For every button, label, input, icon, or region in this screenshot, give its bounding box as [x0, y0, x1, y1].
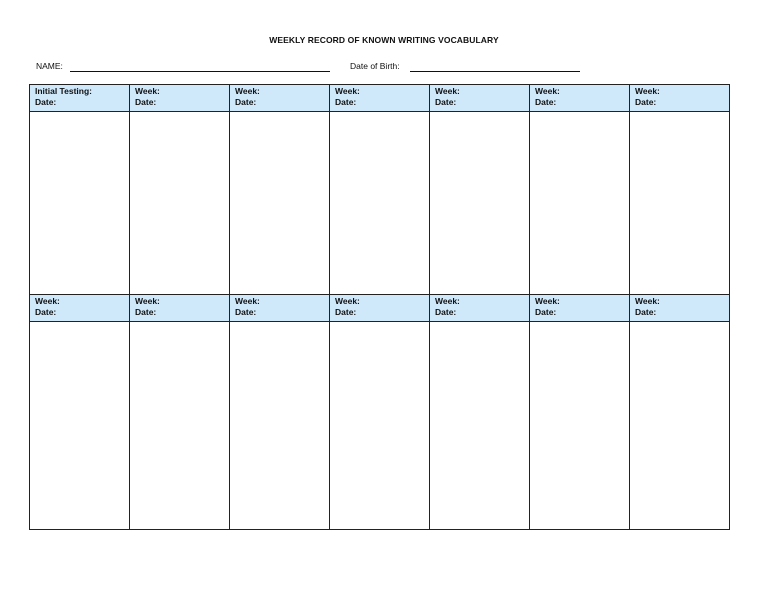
initial-testing-label: Initial Testing:: [35, 86, 92, 96]
week-label: Week:: [635, 86, 660, 96]
week-label: Week:: [635, 296, 660, 306]
page-title: WEEKLY RECORD OF KNOWN WRITING VOCABULARY: [269, 35, 499, 45]
header-cell: [330, 85, 430, 112]
vocabulary-entry-cell[interactable]: [230, 112, 330, 295]
week-label: Week:: [335, 86, 360, 96]
vocabulary-grid: [29, 84, 730, 530]
week-label: Week:: [235, 296, 260, 306]
vocabulary-entry-cell[interactable]: [130, 112, 230, 295]
dob-field-line[interactable]: [410, 71, 580, 72]
header-cell: [230, 295, 330, 322]
vocabulary-entry-cell[interactable]: [630, 322, 730, 530]
header-cell: [30, 295, 130, 322]
entry-row-2: [30, 322, 730, 530]
vocabulary-entry-cell[interactable]: [130, 322, 230, 530]
week-label: Week:: [435, 86, 460, 96]
header-cell: [630, 85, 730, 112]
header-cell: [330, 295, 430, 322]
week-label: Week:: [435, 296, 460, 306]
week-label: Week:: [35, 296, 60, 306]
vocabulary-entry-cell[interactable]: [230, 322, 330, 530]
week-label: Week:: [535, 86, 560, 96]
vocabulary-entry-cell[interactable]: [530, 322, 630, 530]
date-label: Date:: [335, 97, 357, 107]
date-label: Date:: [535, 307, 557, 317]
week-label: Week:: [535, 296, 560, 306]
week-label: Week:: [235, 86, 260, 96]
vocabulary-entry-cell[interactable]: [330, 322, 430, 530]
header-cell: [130, 85, 230, 112]
header-cell: [430, 85, 530, 112]
header-cell: [430, 295, 530, 322]
name-field-line[interactable]: [70, 71, 330, 72]
vocabulary-entry-cell[interactable]: [630, 112, 730, 295]
header-row-2: [30, 295, 730, 322]
vocabulary-entry-cell[interactable]: [530, 112, 630, 295]
date-label: Date:: [35, 97, 57, 107]
header-row-1: [30, 85, 730, 112]
date-label: Date:: [35, 307, 57, 317]
date-label: Date:: [235, 97, 257, 107]
vocabulary-entry-cell[interactable]: [330, 112, 430, 295]
header-cell: [630, 295, 730, 322]
header-cell: [530, 295, 630, 322]
date-label: Date:: [635, 307, 657, 317]
header-cell: [130, 295, 230, 322]
date-label: Date:: [135, 97, 157, 107]
vocabulary-entry-cell[interactable]: [30, 322, 130, 530]
entry-row-1: [30, 112, 730, 295]
date-label: Date:: [135, 307, 157, 317]
week-label: Week:: [135, 86, 160, 96]
vocabulary-entry-cell[interactable]: [30, 112, 130, 295]
date-label: Date:: [635, 97, 657, 107]
date-label: Date:: [435, 307, 457, 317]
header-cell: [530, 85, 630, 112]
vocabulary-entry-cell[interactable]: [430, 322, 530, 530]
vocabulary-entry-cell[interactable]: [430, 112, 530, 295]
week-label: Week:: [335, 296, 360, 306]
dob-label: Date of Birth:: [350, 61, 400, 71]
date-label: Date:: [235, 307, 257, 317]
week-label: Week:: [135, 296, 160, 306]
date-label: Date:: [335, 307, 357, 317]
date-label: Date:: [435, 97, 457, 107]
name-label: NAME:: [36, 61, 63, 71]
date-label: Date:: [535, 97, 557, 107]
header-cell: [30, 85, 130, 112]
header-cell: [230, 85, 330, 112]
